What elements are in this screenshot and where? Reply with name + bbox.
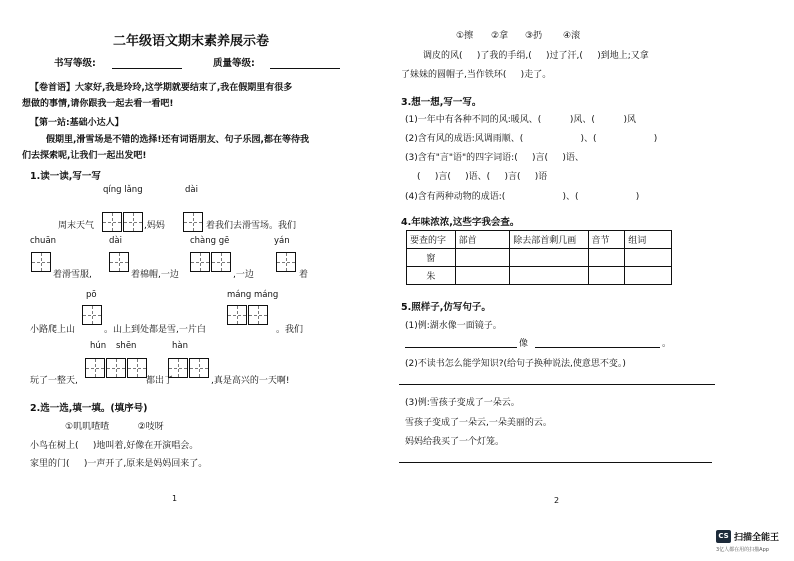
table-header-cell: 除去部首剩几画 [510,231,588,249]
q1-text: 着滑雪服, [53,270,92,280]
page-number: 1 [172,494,178,503]
intro-line-2: 想做的事情,请你跟我一起去看一看吧! [22,99,174,109]
quality-grade-label: 质量等级: [213,58,255,69]
intro-tag: 【卷首语】 [30,83,76,93]
answer-line[interactable] [399,462,712,463]
table-cell-char: 朱 [407,267,456,285]
q2-options: ①叽叽喳喳 ②吱呀 [65,422,164,432]
answer-blank[interactable] [535,347,660,348]
answer-blank[interactable] [405,347,517,348]
tianzige-box[interactable] [127,358,147,378]
q2-line-1: 小鸟在树上( )地叫着,好像在开演唱会。 [30,441,199,451]
q1-text: 。我们 [276,325,304,335]
wind-line-2: 了妹妹的圆帽子,当作铁环( )走了。 [401,70,552,80]
table-header-row [407,231,672,249]
pinyin: dài [109,236,122,246]
q5-example-3b: 妈妈给我买了一个灯笼。 [405,437,505,447]
table-header-cell: 要查的字 [407,231,456,249]
page-number: 2 [554,496,560,505]
table-cell-input[interactable] [455,249,510,267]
q1-text: ,真是高兴的一天啊! [211,376,290,386]
table-cell-input[interactable] [510,249,588,267]
tianzige-box[interactable] [183,212,203,232]
tianzige-box[interactable] [85,358,105,378]
pinyin: máng máng [227,290,279,300]
exam-title: 二年级语文期末素养展示卷 [113,34,270,49]
station-1-line-2: 们去探索呢,让我们一起出发吧! [22,151,147,161]
pinyin: hún [90,341,107,351]
q1-text: 玩了一整天, [30,376,78,386]
q3-item: (1)一年中有各种不同的风:暖风、( )风、( )风 [405,115,637,125]
tianzige-box[interactable] [102,212,122,232]
option-item: ④滚 [563,31,581,41]
table-cell-input[interactable] [510,267,588,285]
table-cell-input[interactable] [588,249,625,267]
q3-item: (3)含有"言"语"的四字词语:( )言( )语、 [405,153,584,163]
table-cell-input[interactable] [455,267,510,285]
q5-example-2: (2)不读书怎么能学知识?(给句子换种说法,使意思不变。) [405,359,626,369]
q2-line-2: 家里的门( )一声开了,原来是妈妈回来了。 [30,459,208,469]
option-item: ②拿 [491,31,509,41]
tianzige-box[interactable] [276,252,296,272]
pinyin: hàn [172,341,188,351]
camscanner-logo-icon: CS [716,530,731,543]
tianzige-box[interactable] [190,252,210,272]
table-row [407,249,672,267]
pinyin: pō [86,290,97,300]
q5-example-3a: 雪孩子变成了一朵云,一朵美丽的云。 [405,418,552,428]
table-header-cell: 组词 [625,231,672,249]
q3-title: 3.想一想,写一写。 [401,97,482,108]
pinyin: qíng lǎng [103,185,143,195]
lookup-table [406,230,672,285]
q3-item: ( )言( )语、( )言( )语 [417,172,548,182]
watermark-name: 扫描全能王 [734,533,780,543]
writing-grade-blank [112,68,182,69]
tianzige-box[interactable] [109,252,129,272]
station-1-line-1: 假期里,滑雪场是不错的选择!还有词语朋友、句子乐园,都在等待我 [46,135,309,145]
quality-grade-blank [270,68,340,69]
intro-line-1 [30,80,292,93]
q4-title: 4.年味浓浓,这些字我会查。 [401,217,520,228]
table-cell-input[interactable] [588,267,625,285]
q1-text: 着棉帽,一边 [131,270,179,280]
tianzige-box[interactable] [168,358,188,378]
pinyin: dài [185,185,198,195]
q1-title: 1.读一读,写一写 [30,171,101,182]
pinyin: chuān [30,236,57,246]
pinyin: yán [274,236,290,246]
q5-example-3: (3)例:雪孩子变成了一朵云。 [405,398,520,408]
q3-item: (2)含有风的成语:风调雨顺、( )、( ) [405,134,658,144]
q5-fill-word: 像 [519,339,529,349]
q3-item: (4)含有两种动物的成语:( )、( ) [405,192,640,202]
q1-text: 周末天气 [58,221,95,231]
tianzige-box[interactable] [227,305,247,325]
tianzige-box[interactable] [211,252,231,272]
tianzige-box[interactable] [31,252,51,272]
exam-page-2 [397,0,794,561]
answer-line[interactable] [399,384,715,385]
q1-text: 着 [299,270,309,280]
q5-title: 5.照样子,仿写句子。 [401,302,491,313]
pinyin: chàng gē [190,236,230,246]
tianzige-box[interactable] [248,305,268,325]
q1-text: 小路爬上山 [30,325,76,335]
table-row [407,267,672,285]
table-cell-input[interactable] [625,267,672,285]
table-cell-input[interactable] [625,249,672,267]
q5-example-1: (1)例:湖水像一面镜子。 [405,321,502,331]
table-header-cell: 部首 [455,231,510,249]
writing-grade-label: 书写等级: [54,58,96,69]
period-mark: 。 [662,339,672,349]
intro-text-1: 大家好,我是玲玲,这学期就要结束了,我在假期里有很多 [75,83,293,93]
tianzige-box[interactable] [82,305,102,325]
option-item: ①擦 [456,31,474,41]
tianzige-box[interactable] [123,212,143,232]
wind-line-1: 调皮的风( )了我的手绢,( )过了汗,( )到地上;又拿 [423,51,649,61]
table-cell-char: 窗 [407,249,456,267]
q2-title: 2.选一选,填一填。(填序号) [30,403,148,414]
q1-text: 。山上到处都是雪,一片白 [104,325,206,335]
tianzige-box[interactable] [106,358,126,378]
station-1-heading: 【第一站:基础小达人】 [30,118,124,128]
q1-text: ,妈妈 [144,221,165,231]
option-item: ③扔 [525,31,543,41]
q1-text: ,一边 [233,270,254,280]
tianzige-box[interactable] [189,358,209,378]
watermark-tagline: 3亿人都在用的扫描App [716,547,769,553]
table-header-cell: 音节 [588,231,625,249]
q1-text: 着我们去滑雪场。我们 [206,221,297,231]
q1-text: 都出了 [146,376,174,386]
pinyin: shēn [116,341,137,351]
